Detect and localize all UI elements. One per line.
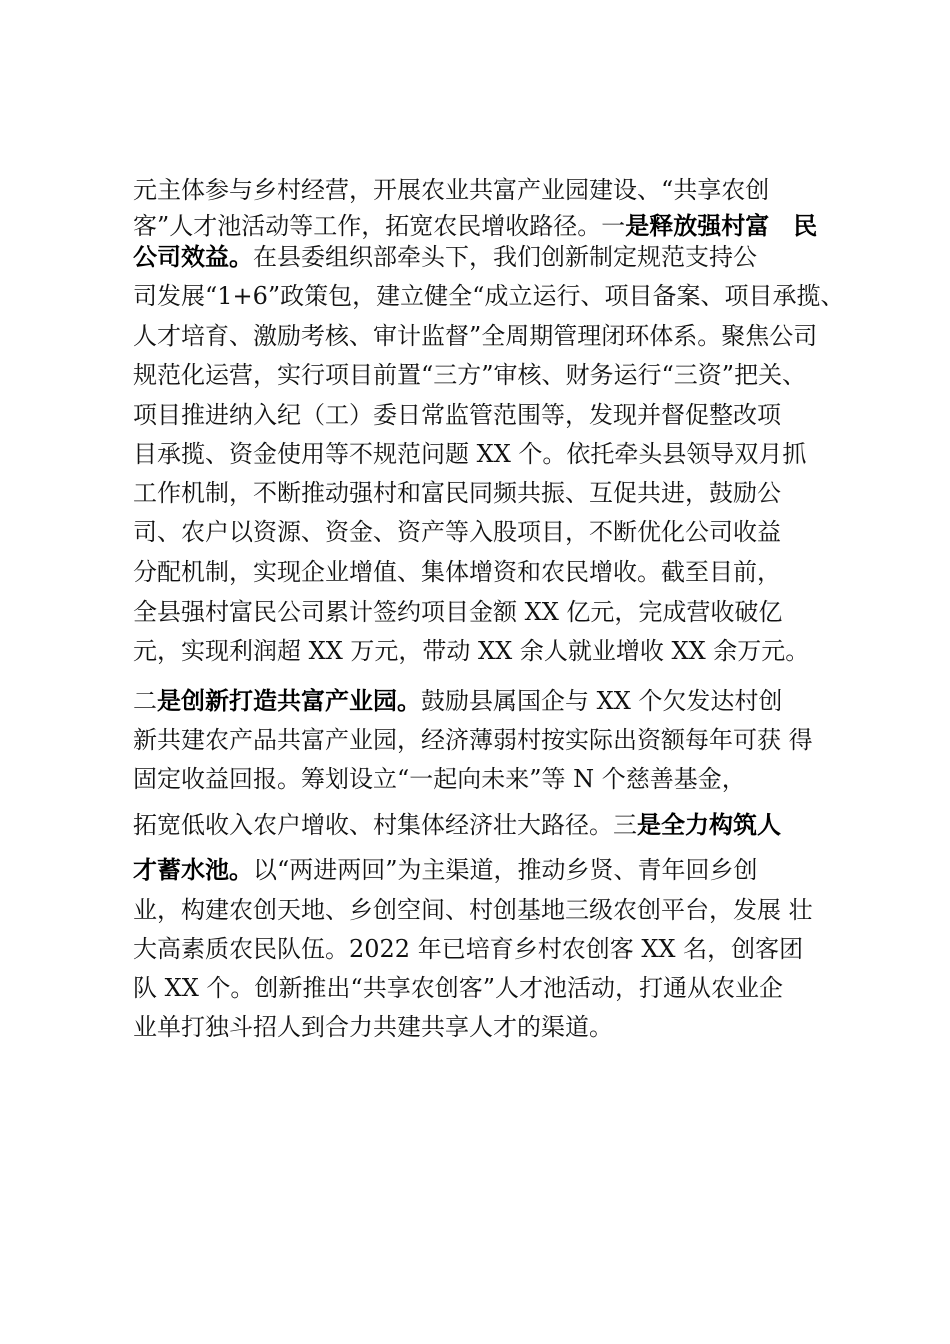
text-line [133, 720, 813, 760]
text-line [133, 681, 782, 721]
text-run: 以“两进两回”为主渠道，推动乡贤、青年回乡创 [253, 856, 758, 884]
text-run: 固定收益回报。筹划设立“一起向未来”等 N 个慈善基金， [133, 765, 746, 793]
text-line [133, 759, 746, 799]
text-run: 司发展“1+6”政策包，建立健全“成立运行、项目备案、项目承揽、 [133, 282, 845, 310]
text-run: 元主体参与乡村经营，开展农业共富产业园建设、“共享农创 [133, 176, 770, 204]
text-run: 大高素质农民队伍。2022 年已培育乡村农创客 XX 名，创客团 [133, 935, 804, 963]
text-run: 在县委组织部牵头下，我们创新制定规范支持公 [253, 243, 757, 271]
text-run: 工作机制，不断推动强村和富民同频共振、互促共进，鼓励公 [133, 479, 781, 507]
text-run: 司、农户以资源、资金、资产等入股项目，不断优化公司收益 [133, 518, 781, 546]
text-run: 队 XX 个。创新推出“共享农创客”人才池活动，打通从农业企 [133, 974, 783, 1002]
text-run: 项目推进纳入纪（工）委日常监管范围等，发现并督促整改项 [133, 401, 781, 429]
text-line [133, 434, 806, 474]
text-run: 客”人才池活动等工作，拓宽农民增收路径。一 [133, 212, 626, 240]
bold-heading: 是释放强村富 民 [625, 212, 818, 240]
text-run: 新共建农产品共富产业园，经济薄弱村按实际出资额每年可获 得 [133, 726, 813, 754]
text-run: 业单打独斗招人到合力共建共享人才的渠道。 [133, 1013, 613, 1041]
text-line [133, 512, 781, 552]
text-run: 元，实现利润超 XX 万元，带动 XX 余人就业增收 XX 余万元。 [133, 637, 810, 665]
bold-heading: 才蓄水池。 [133, 856, 253, 884]
text-line [133, 316, 817, 356]
bold-heading: 公司效益。 [133, 243, 253, 271]
text-line [133, 355, 806, 395]
text-line [133, 395, 781, 435]
text-line [133, 1007, 613, 1047]
text-line [133, 473, 781, 513]
text-line [133, 850, 758, 890]
text-line [133, 631, 809, 671]
text-run: 目承揽、资金使用等不规范问题 XX 个。依托牵头县领导双月抓 [133, 440, 807, 468]
text-run: 人才培育、激励考核、审计监督”全周期管理闭环体系。聚焦公司 [133, 322, 818, 350]
text-run: 业，构建农创天地、乡创空间、村创基地三级农创平台，发展 壮 [133, 896, 813, 924]
text-line [133, 592, 782, 632]
text-run: 拓宽低收入农户增收、村集体经济壮大路径。三 [133, 811, 637, 839]
text-line [133, 929, 803, 969]
text-run: 规范化运营，实行项目前置“三方”审核、财务运行“三资”把关、 [133, 361, 807, 389]
text-line [133, 890, 813, 930]
text-line [133, 968, 783, 1008]
text-line [133, 552, 781, 592]
bold-heading: 是创新打造共富产业园。 [157, 687, 421, 715]
text-run: 全县强村富民公司累计签约项目金额 XX 亿元，完成营收破亿 [133, 598, 783, 626]
text-run: 鼓励县属国企与 XX 个欠发达村创 [421, 687, 783, 715]
text-line [133, 170, 769, 210]
text-line [133, 276, 844, 316]
text-line [133, 805, 781, 845]
text-run: 分配机制，实现企业增值、集体增资和农民增收。截至目前， [133, 558, 781, 586]
bold-heading: 是全力构筑人 [637, 811, 781, 839]
text-run: 二 [133, 687, 157, 715]
text-line [133, 237, 757, 277]
